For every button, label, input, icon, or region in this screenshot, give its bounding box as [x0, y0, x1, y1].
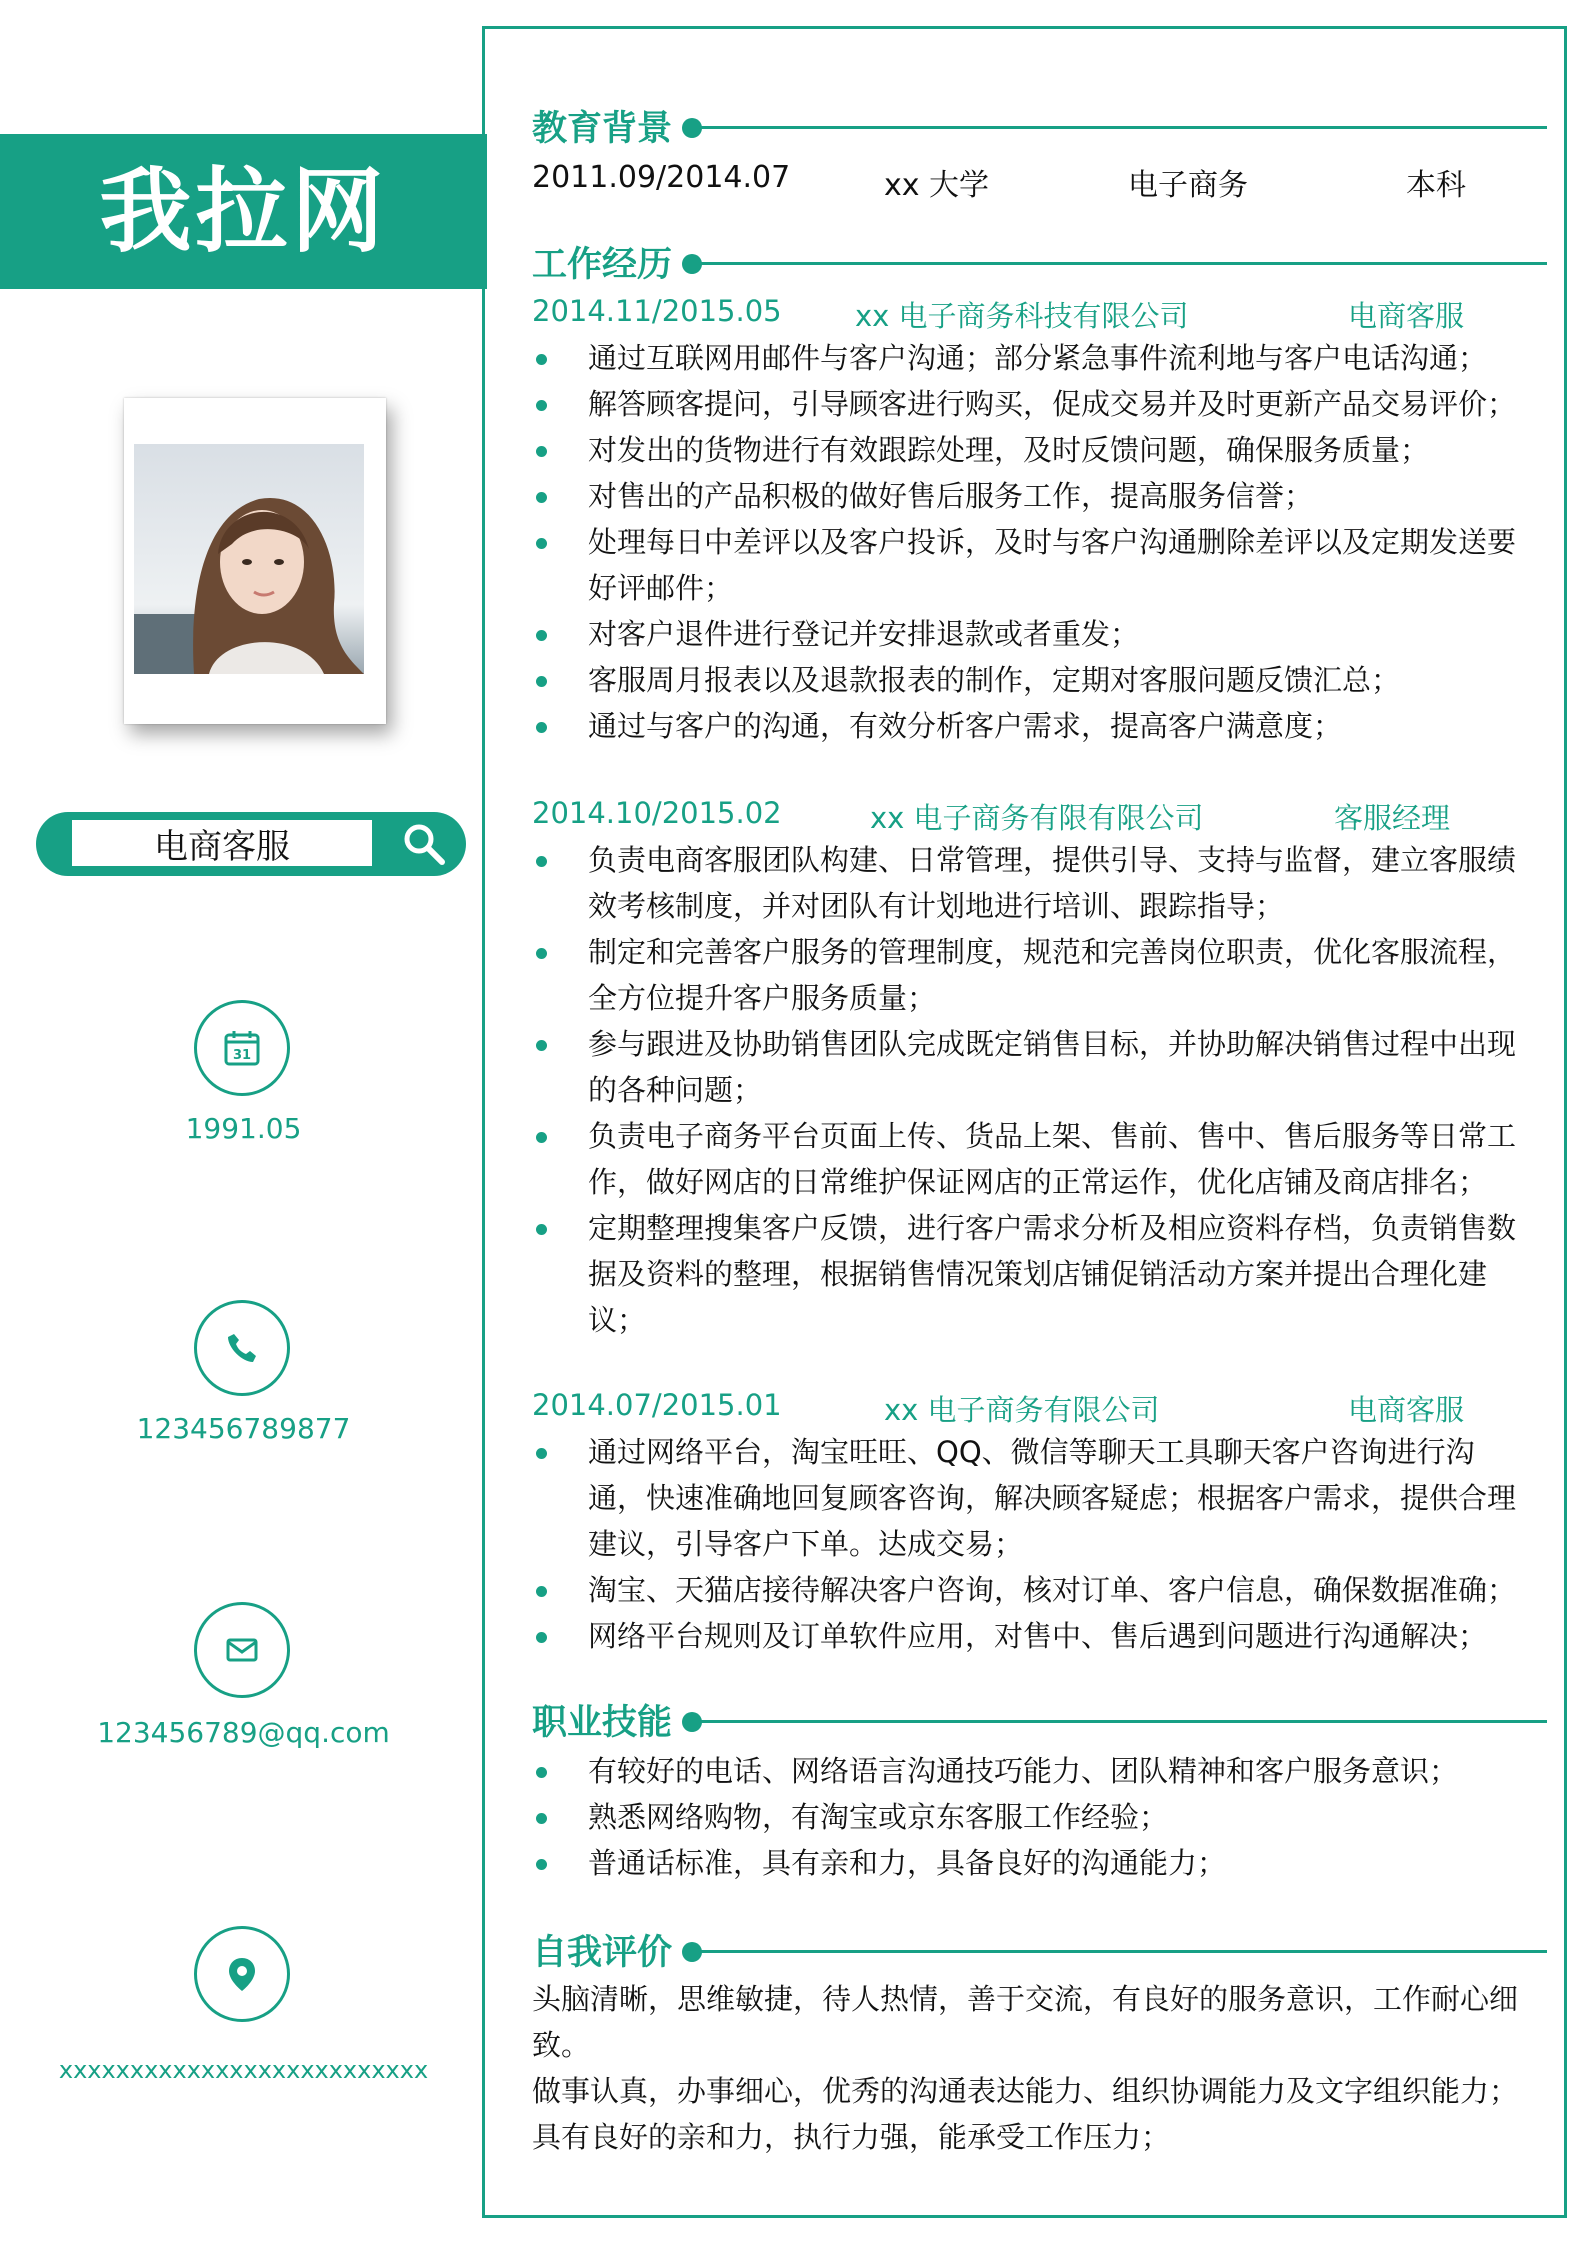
bullet-dot: [536, 354, 547, 365]
list-item: 熟悉网络购物，有淘宝或京东客服工作经验；: [532, 1794, 1532, 1840]
skills-list: [532, 1748, 1532, 1886]
bullet-dot: [536, 538, 547, 549]
birth-date: 1991.05: [185, 1112, 302, 1145]
profile-photo: [134, 444, 364, 674]
bullet-dot: [536, 856, 547, 867]
list-item: 定期整理搜集客户反馈，进行客户需求分析及相应资料存档，负责销售数据及资料的整理，根据销售情况策划店铺促销活动方案并提出合理化建议；: [532, 1205, 1532, 1343]
bullet-dot: [536, 1448, 547, 1459]
bullet-dot: [536, 676, 547, 687]
self-evaluation-paragraph: 做事认真，办事细心，优秀的沟通表达能力、组织协调能力及文字组织能力；具有良好的亲和力，执行力强，能承受工作压力；: [532, 2074, 1519, 2154]
bullet-dot: [536, 722, 547, 733]
list-item: 通过网络平台，淘宝旺旺、QQ、微信等聊天工具聊天客户咨询进行沟通，快速准确地回复顾客咨询，解决顾客疑虑；根据客户需求，提供合理建议，引导客户下单。达成交易；: [532, 1429, 1532, 1567]
svg-text:31: 31: [232, 1048, 252, 1063]
name-banner: [0, 134, 487, 289]
education-major: 电子商务: [1128, 168, 1248, 203]
phone-number: 123456789877: [136, 1412, 351, 1445]
search-icon: [400, 820, 448, 868]
list-item: 负责电子商务平台页面上传、货品上架、售前、售中、售后服务等日常工作，做好网店的日常维护保证网店的正常运作，优化店铺及商店排名；: [532, 1113, 1532, 1205]
section-dot: [682, 118, 702, 138]
applicant-name: 我拉网: [99, 157, 388, 265]
job-company: xx 电子商务有限公司: [884, 1393, 1160, 1427]
job-title: 电商客服: [72, 820, 372, 866]
list-item: 网络平台规则及订单软件应用，对售中、售后遇到问题进行沟通解决；: [532, 1613, 1532, 1659]
section-divider: [700, 1720, 1547, 1723]
list-item: 客服周月报表以及退款报表的制作，定期对客服问题反馈汇总；: [532, 657, 1532, 703]
calendar-icon: [194, 1000, 290, 1096]
list-item: 处理每日中差评以及客户投诉，及时与客户沟通删除差评以及定期发送要好评邮件；: [532, 519, 1532, 611]
job-period: 2014.10/2015.02: [532, 796, 782, 830]
job-period: 2014.07/2015.01: [532, 1388, 782, 1422]
list-item: 淘宝、天猫店接待解决客户咨询，核对订单、客户信息，确保数据准确；: [532, 1567, 1532, 1613]
education-degree: 本科: [1406, 168, 1466, 203]
list-item: 通过与客户的沟通，有效分析客户需求，提高客户满意度；: [532, 703, 1532, 749]
list-item: 通过互联网用邮件与客户沟通；部分紧急事件流利地与客户电话沟通；: [532, 335, 1532, 381]
education-school: xx 大学: [884, 168, 990, 203]
email-address: 123456789@qq.com: [97, 1716, 390, 1749]
section-title-education: 教育背景: [532, 109, 673, 149]
list-item: 对客户退件进行登记并安排退款或者重发；: [532, 611, 1532, 657]
job-period: 2014.11/2015.05: [532, 294, 782, 328]
section-divider: [700, 262, 1547, 265]
list-item: 参与跟进及协助销售团队完成既定销售目标，并协助解决销售过程中出现的各种问题；: [532, 1021, 1532, 1113]
job-duties: [532, 1429, 1532, 1659]
section-dot: [682, 1712, 702, 1732]
job-company: xx 电子商务有限有限公司: [870, 801, 1204, 835]
bullet-dot: [536, 1132, 547, 1143]
bullet-dot: [536, 1632, 547, 1643]
section-divider: [700, 1950, 1547, 1953]
phone-icon: [194, 1300, 290, 1396]
job-duties: [532, 837, 1532, 1343]
bullet-dot: [536, 1586, 547, 1597]
bullet-dot: [536, 400, 547, 411]
bullet-dot: [536, 630, 547, 641]
self-evaluation: [532, 1976, 1532, 2160]
bullet-dot: [536, 1040, 547, 1051]
job-title-bar: [36, 812, 466, 876]
section-title-skills: 职业技能: [532, 1703, 673, 1743]
bullet-dot: [536, 446, 547, 457]
list-item: 负责电商客服团队构建、日常管理，提供引导、支持与监督，建立客服绩效考核制度，并对团队有计划地进行培训、跟踪指导；: [532, 837, 1532, 929]
bullet-dot: [536, 492, 547, 503]
section-divider: [700, 126, 1547, 129]
section-dot: [682, 1942, 702, 1962]
job-company: xx 电子商务科技有限公司: [855, 299, 1189, 333]
photo-frame: [124, 398, 386, 724]
section-title-work: 工作经历: [532, 245, 673, 285]
job-title: 客服经理: [1334, 801, 1451, 835]
address: xxxxxxxxxxxxxxxxxxxxxxxxxx: [58, 2056, 429, 2084]
list-item: 对发出的货物进行有效跟踪处理，及时反馈问题，确保服务质量；: [532, 427, 1532, 473]
bullet-dot: [536, 1859, 547, 1870]
bullet-dot: [536, 1813, 547, 1824]
section-dot: [682, 254, 702, 274]
job-title: 电商客服: [1348, 1393, 1465, 1427]
mail-icon: [194, 1602, 290, 1698]
education-period: 2011.09/2014.07: [532, 160, 791, 195]
list-item: 有较好的电话、网络语言沟通技巧能力、团队精神和客户服务意识；: [532, 1748, 1532, 1794]
self-evaluation-paragraph: 头脑清晰，思维敏捷，待人热情，善于交流，有良好的服务意识，工作耐心细致。: [532, 1982, 1519, 2062]
list-item: 普通话标准，具有亲和力，具备良好的沟通能力；: [532, 1840, 1532, 1886]
job-duties: [532, 335, 1532, 749]
bullet-dot: [536, 1224, 547, 1235]
list-item: 制定和完善客户服务的管理制度，规范和完善岗位职责，优化客服流程，全方位提升客户服务质量；: [532, 929, 1532, 1021]
location-icon: [194, 1926, 290, 2022]
list-item: 解答顾客提问，引导顾客进行购买，促成交易并及时更新产品交易评价；: [532, 381, 1532, 427]
bullet-dot: [536, 948, 547, 959]
section-title-self-evaluation: 自我评价: [532, 1933, 673, 1973]
list-item: 对售出的产品积极的做好售后服务工作，提高服务信誉；: [532, 473, 1532, 519]
job-title: 电商客服: [1348, 299, 1465, 333]
bullet-dot: [536, 1767, 547, 1778]
